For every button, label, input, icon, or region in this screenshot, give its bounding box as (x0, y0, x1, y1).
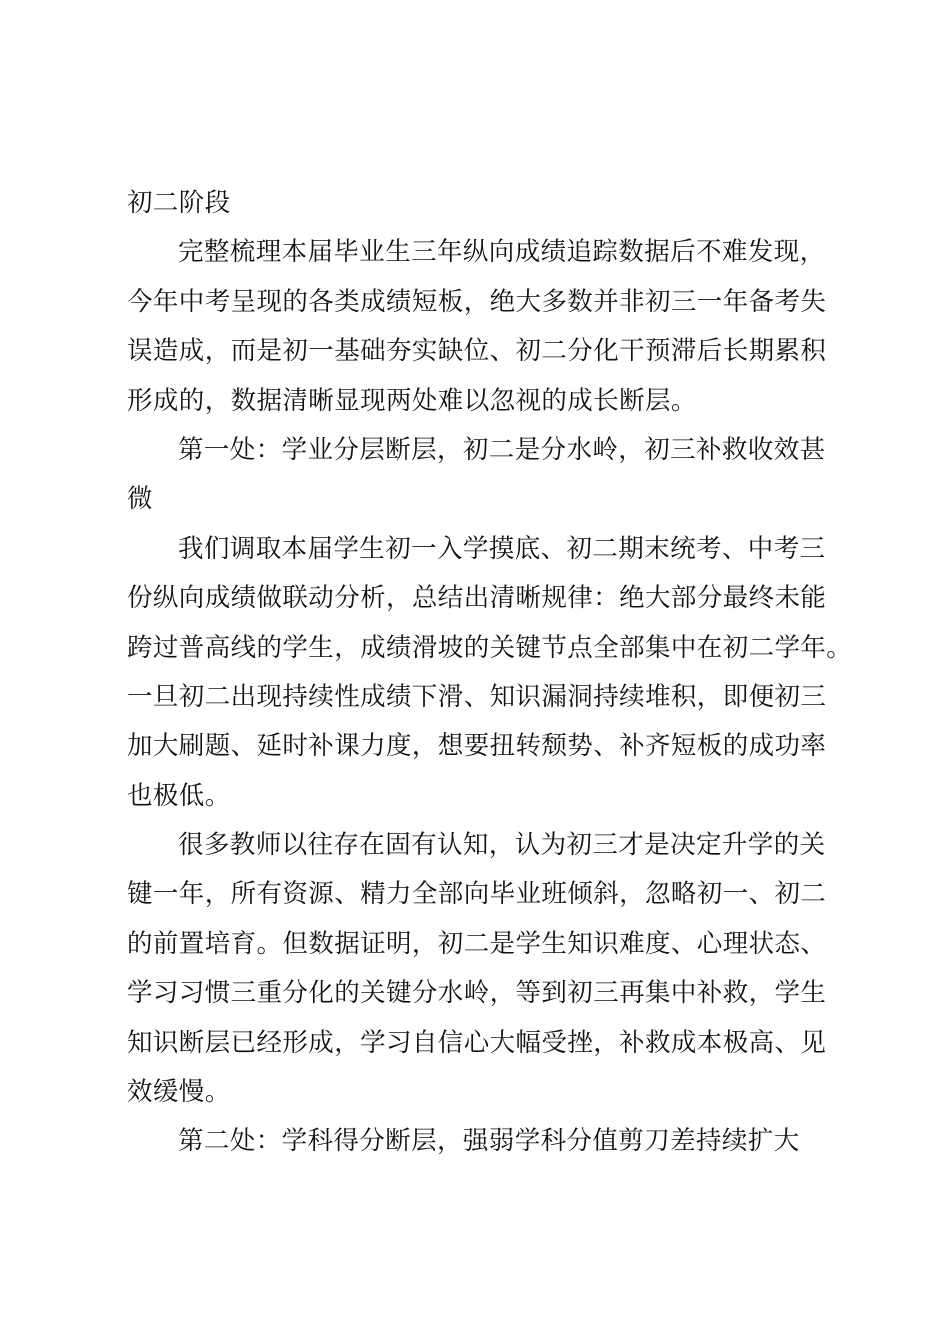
paragraph-line: 误造成，而是初一基础夯实缺位、初二分化干预滞后长期累积 (127, 336, 827, 367)
paragraph-line: 今年中考呈现的各类成绩短板，绝大多数并非初三一年备考失 (127, 286, 827, 317)
subheading-line: 第一处：学业分层断层，初二是分水岭，初三补救收效甚 (178, 434, 826, 465)
document-body (127, 179, 853, 1167)
paragraph-line: 一旦初二出现持续性成绩下滑、知识漏洞持续堆积，即便初三 (127, 681, 827, 712)
paragraph-line: 也极低。 (127, 780, 231, 811)
subheading-1 (127, 426, 833, 525)
paragraph-1 (127, 228, 833, 426)
paragraph-line: 的前置培育。但数据证明，初二是学生知识难度、心理状态、 (127, 928, 827, 959)
paragraph-line: 学习习惯三重分化的关键分水岭，等到初三再集中补救，学生 (127, 978, 827, 1009)
subheading-line: 第二处：学科得分断层，强弱学科分值剪刀差持续扩大 (178, 1126, 800, 1157)
paragraph-2 (127, 525, 853, 821)
paragraph-line: 键一年，所有资源、精力全部向毕业班倾斜，忽略初一、初二 (127, 879, 827, 910)
paragraph-line: 知识断层已经形成，学习自信心大幅受挫，补救成本极高、见 (127, 1027, 827, 1058)
subheading-2 (127, 1117, 833, 1166)
paragraph-line: 很多教师以往存在固有认知，认为初三才是决定升学的关 (178, 830, 826, 861)
section-title: 初二阶段 (127, 188, 231, 218)
paragraph-line: 效缓慢。 (127, 1077, 231, 1108)
paragraph-line: 加大刷题、延时补课力度，想要扭转颓势、补齐短板的成功率 (127, 731, 827, 762)
paragraph-line: 跨过普高线的学生，成绩滑坡的关键节点全部集中在初二学年。 (127, 632, 853, 663)
paragraph-line: 份纵向成绩做联动分析，总结出清晰规律：绝大部分最终未能 (127, 583, 827, 614)
paragraph-line: 形成的，数据清晰显现两处难以忽视的成长断层。 (127, 385, 697, 416)
paragraph-3 (127, 821, 833, 1117)
paragraph-line: 完整梳理本届毕业生三年纵向成绩追踪数据后不难发现， (178, 237, 826, 268)
subheading-line: 微 (127, 484, 153, 515)
paragraph-line: 我们调取本届学生初一入学摸底、初二期末统考、中考三 (178, 533, 826, 564)
